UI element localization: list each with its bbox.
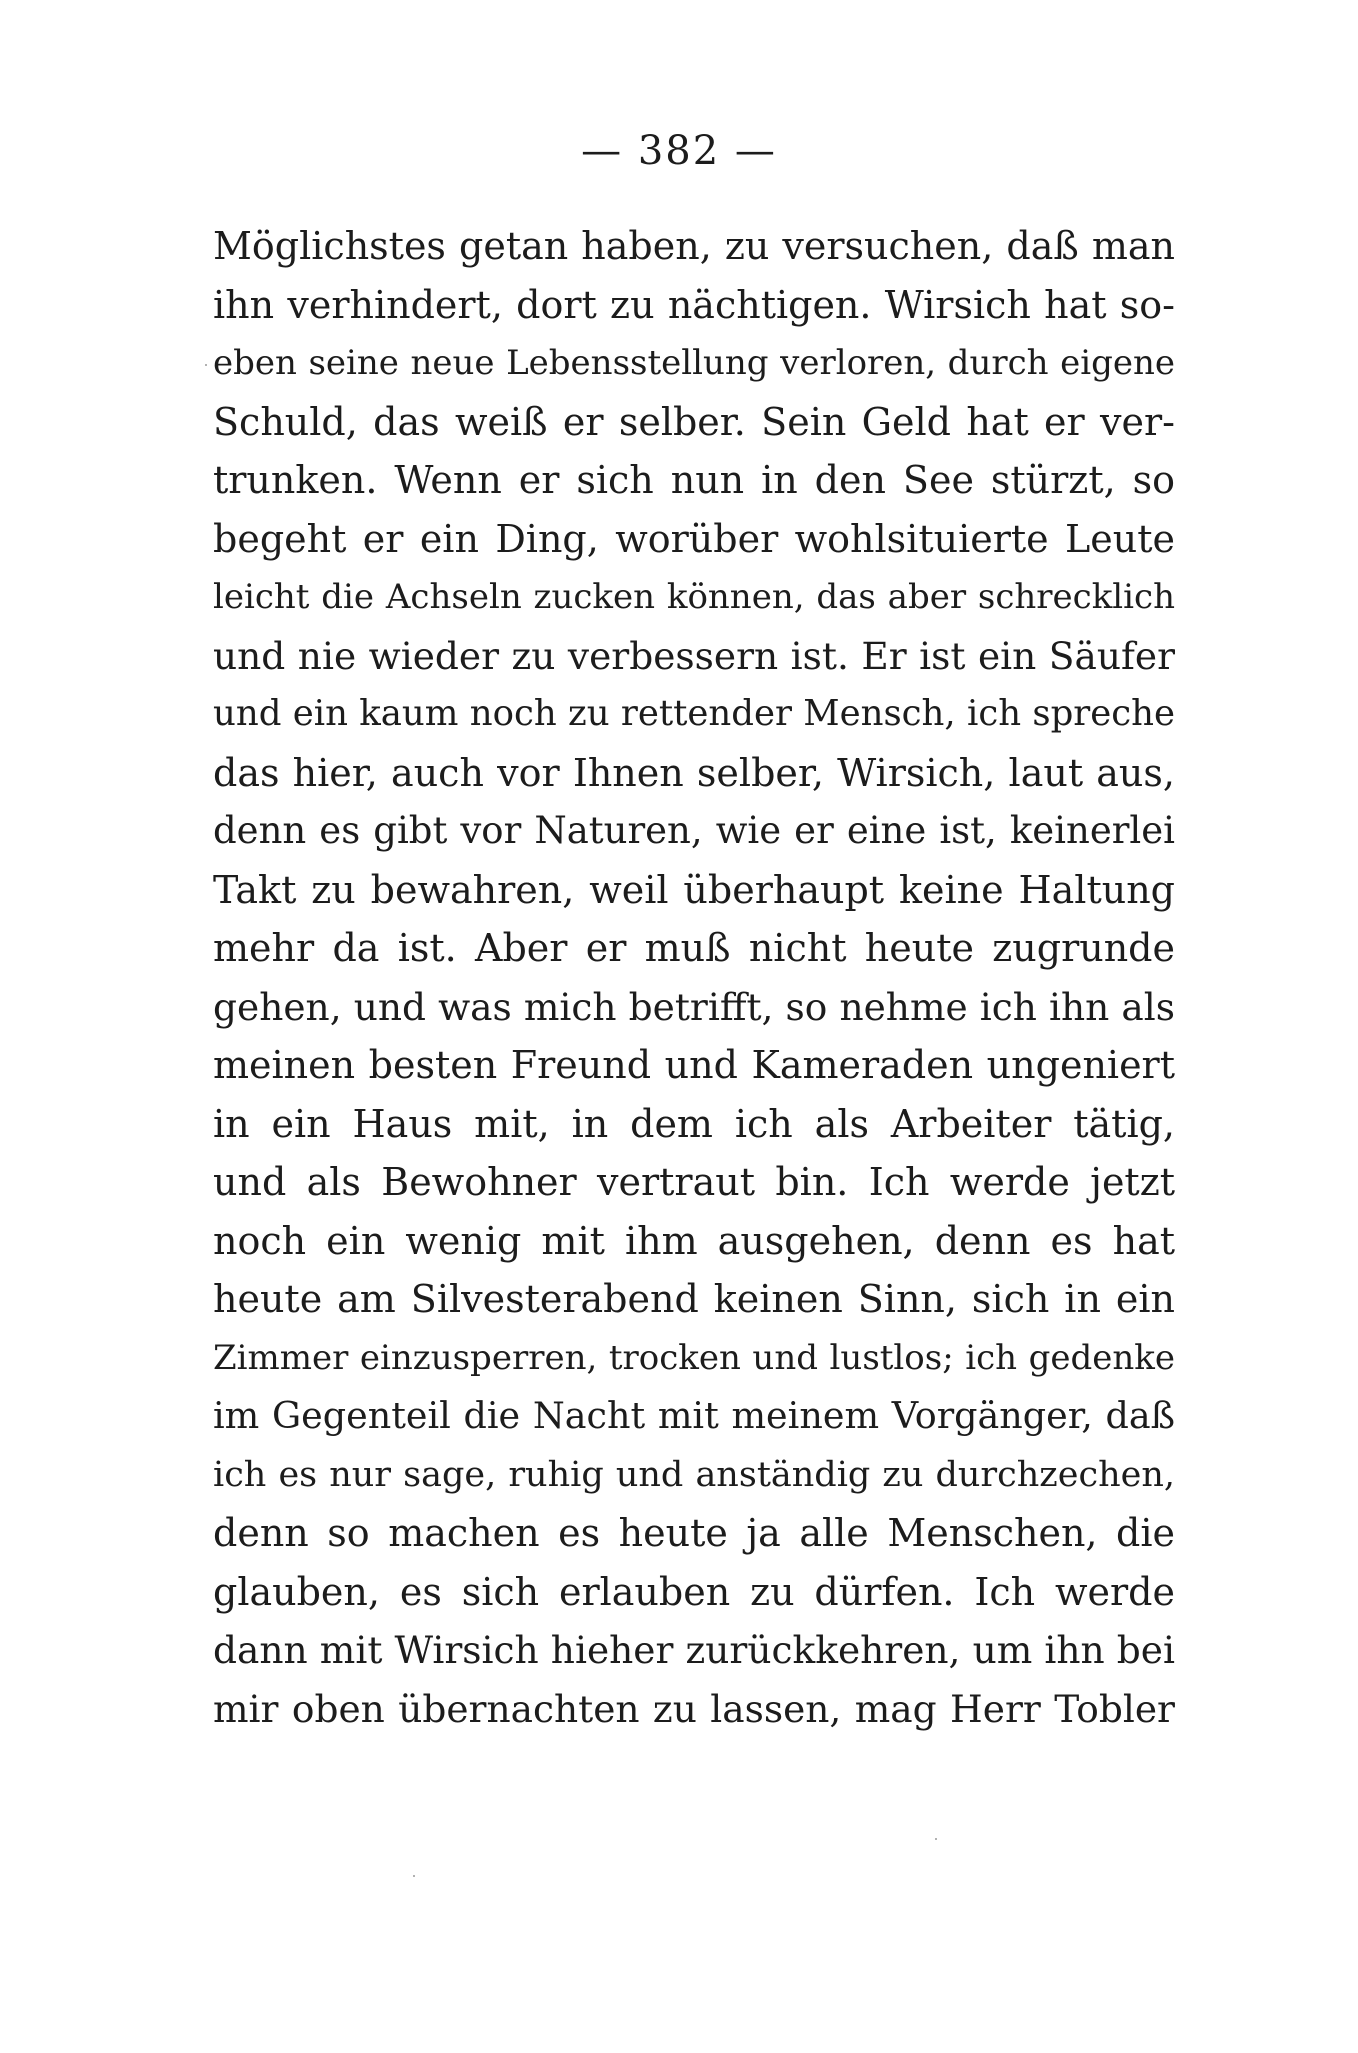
- page-body-text: [213, 217, 1175, 1738]
- text-line: das hier, auch vor Ihnen selber, Wirsich, laut aus,: [213, 750, 1175, 795]
- paper-speck: [413, 1875, 415, 1877]
- text-line: glauben, es sich erlauben zu dürfen. Ich werde: [213, 1569, 1175, 1614]
- text-line: ich es nur sage, ruhig und anständig zu durchzechen,: [213, 1454, 1175, 1495]
- text-line: begeht er ein Ding, worüber wohlsituierte Leute: [213, 516, 1175, 561]
- text-line: dann mit Wirsich hieher zurückkehren, um ihn bei: [213, 1628, 1175, 1672]
- text-line: heute am Silvesterabend keinen Sinn, sich in ein: [213, 1277, 1175, 1321]
- text-line: leicht die Achseln zucken können, das aber schrecklich: [213, 577, 1175, 617]
- text-line: Möglichstes getan haben, zu versuchen, daß man: [213, 224, 1175, 268]
- text-line: in ein Haus mit, in dem ich als Arbeiter tätig,: [213, 1101, 1175, 1146]
- text-line: und ein kaum noch zu rettender Mensch, ich spreche: [213, 693, 1175, 734]
- paper-speck: [935, 1838, 937, 1840]
- text-line: trunken. Wenn er sich nun in den See stürzt, so: [213, 458, 1175, 502]
- text-line: denn so machen es heute ja alle Menschen, die: [213, 1511, 1175, 1555]
- text-line: meinen besten Freund und Kameraden ungeniert: [213, 1043, 1175, 1087]
- text-line: eben seine neue Lebensstellung verloren, durch eigene: [213, 343, 1175, 383]
- text-line: gehen, und was mich betrifft, so nehme ich ihn als: [213, 984, 1175, 1029]
- text-line: denn es gibt vor Naturen, wie er eine ist, keinerlei: [213, 809, 1175, 852]
- text-line: und als Bewohner vertraut bin. Ich werde jetzt: [213, 1160, 1175, 1204]
- text-line: mir oben übernachten zu lassen, mag Herr Tobler: [213, 1686, 1175, 1731]
- text-line: Schuld, das weiß er selber. Sein Geld hat er ver-: [213, 399, 1175, 444]
- text-line: ihn verhindert, dort zu nächtigen. Wirsich hat so-: [213, 282, 1175, 327]
- text-line: noch ein wenig mit ihm ausgehen, denn es hat: [213, 1218, 1175, 1263]
- page-number-header: — 382 —: [581, 128, 777, 174]
- text-line: und nie wieder zu verbessern ist. Er ist ein Säufer: [213, 633, 1175, 678]
- paper-speck: [205, 364, 207, 366]
- text-line: mehr da ist. Aber er muß nicht heute zugrunde: [213, 926, 1175, 970]
- text-line: Zimmer einzusperren, trocken und lustlos; ich gedenke: [213, 1337, 1175, 1378]
- text-line: im Gegenteil die Nacht mit meinem Vorgänger, daß: [213, 1394, 1175, 1437]
- text-line: Takt zu bewahren, weil überhaupt keine Haltung: [213, 867, 1175, 912]
